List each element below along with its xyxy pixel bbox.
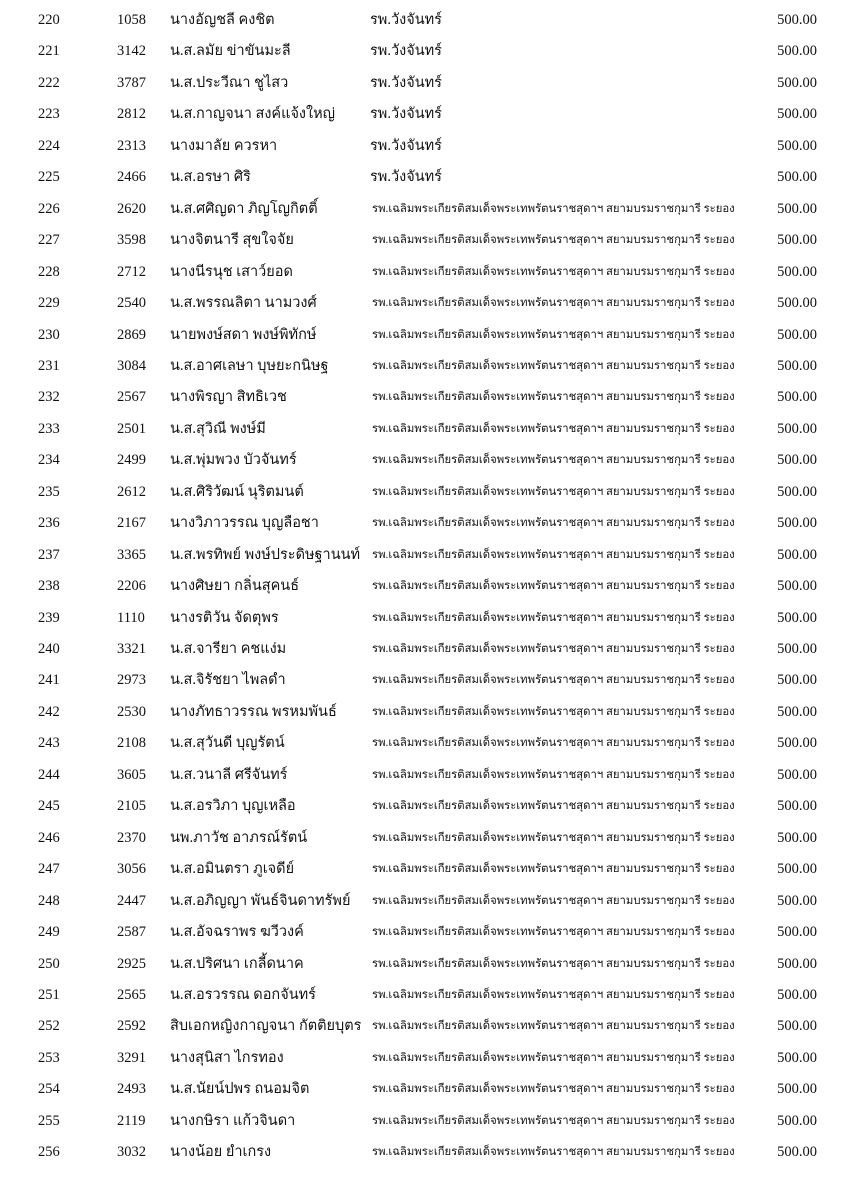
employee-code: 2587 [117,924,146,941]
person-name: น.ส.อภิญญา พันธ์จินดาทรัพย์ [170,892,351,909]
employee-code: 2712 [117,263,146,280]
row-number: 227 [38,232,60,249]
hospital-name: รพ.เฉลิมพระเกียรติสมเด็จพระเทพรัตนราชสุดาฯ สยามบรมราชกุมารี ระยอง [372,265,735,278]
row-number: 252 [38,1018,60,1035]
amount: 500.00 [777,74,817,91]
employee-code: 3321 [117,641,146,657]
table-row [0,634,849,665]
hospital-name: รพ.เฉลิมพระเกียรติสมเด็จพระเทพรัตนราชสุดาฯ สยามบรมราชกุมารี ระยอง [372,831,735,844]
amount: 500.00 [777,232,817,249]
person-name: น.ส.อรวิภา บุญเหลือ [170,798,296,815]
table-row [0,508,849,539]
hospital-name: รพ.วังจันทร์ [370,169,442,186]
row-number: 255 [38,1112,60,1129]
hospital-name: รพ.เฉลิมพระเกียรติสมเด็จพระเทพรัตนราชสุดาฯ สยามบรมราชกุมารี ระยอง [372,800,735,813]
amount: 500.00 [777,1081,817,1098]
row-number: 244 [38,766,60,783]
employee-code: 1110 [117,609,145,626]
person-name: น.ส.อรษา ศิริ [170,169,251,186]
hospital-name: รพ.เฉลิมพระเกียรติสมเด็จพระเทพรัตนราชสุดาฯ สยามบรมราชกุมารี ระยอง [372,957,735,970]
amount: 500.00 [777,1112,817,1129]
person-name: นางวิภาวรรณ บุญลือชา [170,515,319,532]
hospital-name: รพ.เฉลิมพระเกียรติสมเด็จพระเทพรัตนราชสุดาฯ สยามบรมราชกุมารี ระยอง [372,517,735,530]
hospital-name: รพ.วังจันทร์ [370,137,442,154]
amount: 500.00 [777,986,817,1003]
amount: 500.00 [777,200,817,217]
employee-code: 2925 [117,955,146,972]
person-name: นางสุนิสา ไกรทอง [170,1049,284,1066]
table-row [0,823,849,854]
amount: 500.00 [777,43,817,60]
table-row [0,949,849,980]
employee-code: 2540 [117,295,146,312]
employee-code: 2973 [117,672,146,689]
employee-code: 2501 [117,420,146,437]
person-name: น.ส.จิรัชยา ไพลดำ [170,672,286,689]
table-row [0,131,849,162]
person-name: นางมาลัย ควรหา [170,137,278,154]
person-name: นางภัทธาวรรณ พรหมพันธ์ [170,703,337,720]
amount: 500.00 [777,578,817,595]
row-number: 238 [38,578,60,595]
table-row [0,571,849,602]
row-number: 254 [38,1081,60,1098]
row-number: 241 [38,672,60,689]
employee-code: 2370 [117,829,146,846]
employee-code: 2592 [117,1018,146,1035]
amount: 500.00 [777,357,817,374]
hospital-name: รพ.วังจันทร์ [370,12,442,28]
person-name: น.ส.อรวรรณ ดอกจันทร์ [170,986,316,1003]
employee-code: 2167 [117,515,146,532]
employee-code: 2869 [117,326,146,343]
row-number: 247 [38,861,60,878]
row-number: 249 [38,924,60,941]
person-name: น.ส.ลมัย ข่าขันมะลี [170,43,291,60]
amount: 500.00 [777,1018,817,1035]
table-row [0,225,849,256]
table-row [0,665,849,696]
table-row [0,320,849,351]
person-name: น.ส.นัยน์ปพร ถนอมจิต [170,1081,310,1098]
person-name: นางนีรนุช เสาว์ยอด [170,263,293,280]
row-number: 222 [38,74,60,91]
hospital-name: รพ.เฉลิมพระเกียรติสมเด็จพระเทพรัตนราชสุดาฯ สยามบรมราชกุมารี ระยอง [372,1083,735,1096]
table-row [0,886,849,917]
employee-code: 2206 [117,578,146,595]
row-number: 248 [38,892,60,909]
person-name: น.ส.อัจฉราพร ฆวีวงค์ [170,924,304,941]
amount: 500.00 [777,420,817,437]
hospital-name: รพ.เฉลิมพระเกียรติสมเด็จพระเทพรัตนราชสุดาฯ สยามบรมราชกุมารี ระยอง [372,234,735,247]
table-row [0,697,849,728]
table-row [0,540,849,571]
amount: 500.00 [777,137,817,154]
amount: 500.00 [777,735,817,752]
amount: 500.00 [777,924,817,941]
amount: 500.00 [777,829,817,846]
row-number: 235 [38,483,60,500]
employee-code: 2620 [117,200,146,217]
table-row [0,288,849,319]
hospital-name: รพ.เฉลิมพระเกียรติสมเด็จพระเทพรัตนราชสุดาฯ สยามบรมราชกุมารี ระยอง [372,328,735,341]
person-name: นางกษิรา แก้วจินดา [170,1112,296,1129]
person-name: น.ส.ศศิญดา ภิญโญกิตติ์ [170,200,318,217]
table-row [0,791,849,822]
person-name: สิบเอกหญิงกาญจนา กัตติยบุตร [170,1018,362,1035]
table-row [0,414,849,445]
person-name: น.ส.สุวิณี พงษ์มี [170,420,266,437]
amount: 500.00 [777,861,817,878]
table-row [0,1011,849,1042]
hospital-name: รพ.เฉลิมพระเกียรติสมเด็จพระเทพรัตนราชสุดาฯ สยามบรมราชกุมารี ระยอง [372,422,735,435]
hospital-name: รพ.เฉลิมพระเกียรติสมเด็จพระเทพรัตนราชสุดาฯ สยามบรมราชกุมารี ระยอง [372,674,735,687]
amount: 500.00 [777,955,817,972]
amount: 500.00 [777,672,817,689]
hospital-name: รพ.เฉลิมพระเกียรติสมเด็จพระเทพรัตนราชสุดาฯ สยามบรมราชกุมารี ระยอง [372,926,735,939]
amount: 500.00 [777,546,817,563]
amount: 500.00 [777,12,817,28]
employee-code: 2105 [117,798,146,815]
hospital-name: รพ.วังจันทร์ [370,43,442,60]
amount: 500.00 [777,798,817,815]
table-row [0,382,849,413]
amount: 500.00 [777,389,817,406]
amount: 500.00 [777,766,817,783]
person-name: น.ส.สุวันดี บุญรัตน์ [170,735,285,752]
row-number: 226 [38,200,60,217]
employee-code: 3032 [117,1144,146,1161]
hospital-name: รพ.เฉลิมพระเกียรติสมเด็จพระเทพรัตนราชสุดาฯ สยามบรมราชกุมารี ระยอง [372,894,735,907]
employee-code: 3365 [117,546,146,563]
person-name: นางศิษยา กลิ่นสุคนธ์ [170,578,300,595]
row-number: 246 [38,829,60,846]
table-row [0,68,849,99]
row-number: 256 [38,1144,60,1161]
table-row [0,603,849,634]
employee-code: 3291 [117,1049,146,1066]
row-number: 224 [38,137,60,154]
employee-code: 2119 [117,1112,146,1129]
person-name: น.ส.จารียา คชแง่ม [170,641,287,657]
amount: 500.00 [777,295,817,312]
table-row [0,917,849,948]
employee-code: 3142 [117,43,146,60]
table-row [0,194,849,225]
employee-code: 3084 [117,357,146,374]
hospital-name: รพ.เฉลิมพระเกียรติสมเด็จพระเทพรัตนราชสุดาฯ สยามบรมราชกุมารี ระยอง [372,643,735,655]
row-number: 232 [38,389,60,406]
person-name: นางน้อย ยำเกรง [170,1144,272,1161]
person-name: นายพงษ์สดา พงษ์พิทักษ์ [170,326,317,343]
hospital-name: รพ.วังจันทร์ [370,106,442,123]
table-row [0,445,849,476]
row-number: 234 [38,452,60,469]
employee-code: 2108 [117,735,146,752]
person-name: น.ส.กาญจนา สงค์แจ้งใหญ่ [170,106,336,123]
row-number: 229 [38,295,60,312]
table-row [0,1137,849,1168]
hospital-name: รพ.เฉลิมพระเกียรติสมเด็จพระเทพรัตนราชสุดาฯ สยามบรมราชกุมารี ระยอง [372,988,735,1001]
amount: 500.00 [777,169,817,186]
table-row [0,351,849,382]
employee-code: 2567 [117,389,146,406]
row-number: 251 [38,986,60,1003]
row-number: 228 [38,263,60,280]
amount: 500.00 [777,263,817,280]
hospital-name: รพ.เฉลิมพระเกียรติสมเด็จพระเทพรัตนราชสุดาฯ สยามบรมราชกุมารี ระยอง [372,391,735,404]
table-row [0,99,849,130]
table-row [0,760,849,791]
amount: 500.00 [777,515,817,532]
row-number: 225 [38,169,60,186]
row-number: 253 [38,1049,60,1066]
row-number: 236 [38,515,60,532]
person-name: นพ.ภาวัช อาภรณ์รัตน์ [170,829,308,846]
hospital-name: รพ.เฉลิมพระเกียรติสมเด็จพระเทพรัตนราชสุดาฯ สยามบรมราชกุมารี ระยอง [372,202,735,215]
amount: 500.00 [777,1144,817,1161]
person-name: น.ส.อาศเลษา บุษยะกนิษฐ [170,357,329,374]
person-name: น.ส.พรรณลิตา นามวงศ์ [170,295,317,312]
row-number: 245 [38,798,60,815]
row-number: 239 [38,609,60,626]
person-name: นางอัญชลี คงชิต [170,12,275,28]
person-name: นางจิตนารี สุขใจจัย [170,232,294,249]
table-row [0,36,849,67]
person-name: น.ส.ประวีณา ชูไสว [170,74,289,91]
table-row [0,477,849,508]
table-row [0,1106,849,1137]
amount: 500.00 [777,452,817,469]
employee-code: 2612 [117,483,146,500]
person-name: น.ส.ปริศนา เกลี้ดนาค [170,955,304,972]
employee-code: 3605 [117,766,146,783]
employee-code: 2565 [117,986,146,1003]
employee-code: 2313 [117,137,146,154]
person-name: น.ส.อมินตรา ภูเจดีย์ [170,861,295,878]
amount: 500.00 [777,106,817,123]
row-number: 250 [38,955,60,972]
person-name: นางรติวัน จัดตุพร [170,609,279,626]
hospital-name: รพ.เฉลิมพระเกียรติสมเด็จพระเทพรัตนราชสุดาฯ สยามบรมราชกุมารี ระยอง [372,1051,735,1064]
employee-code: 2499 [117,452,146,469]
table-row [0,5,849,36]
hospital-name: รพ.เฉลิมพระเกียรติสมเด็จพระเทพรัตนราชสุดาฯ สยามบรมราชกุมารี ระยอง [372,611,735,624]
row-number: 223 [38,106,60,123]
hospital-name: รพ.วังจันทร์ [370,74,442,91]
amount: 500.00 [777,326,817,343]
row-number: 231 [38,357,60,374]
table-row [0,1074,849,1105]
table-row [0,1043,849,1074]
table-row [0,162,849,193]
amount: 500.00 [777,703,817,720]
table-row [0,854,849,885]
employee-code: 3598 [117,232,146,249]
employee-code: 3056 [117,861,146,878]
employee-code: 1058 [117,12,146,28]
hospital-name: รพ.เฉลิมพระเกียรติสมเด็จพระเทพรัตนราชสุดาฯ สยามบรมราชกุมารี ระยอง [372,1146,735,1159]
employee-code: 2466 [117,169,146,186]
employee-code: 2493 [117,1081,146,1098]
hospital-name: รพ.เฉลิมพระเกียรติสมเด็จพระเทพรัตนราชสุดาฯ สยามบรมราชกุมารี ระยอง [372,580,735,593]
amount: 500.00 [777,609,817,626]
row-number: 240 [38,641,60,657]
person-name: นางพิรญา สิทธิเวช [170,389,287,406]
employee-code: 3787 [117,74,146,91]
row-number: 233 [38,420,60,437]
amount: 500.00 [777,892,817,909]
hospital-name: รพ.เฉลิมพระเกียรติสมเด็จพระเทพรัตนราชสุดาฯ สยามบรมราชกุมารี ระยอง [372,1020,735,1033]
hospital-name: รพ.เฉลิมพระเกียรติสมเด็จพระเทพรัตนราชสุดาฯ สยามบรมราชกุมารี ระยอง [372,705,735,718]
table-row [0,728,849,759]
person-name: น.ส.พุ่มพวง บัวจันทร์ [170,452,297,469]
hospital-name: รพ.เฉลิมพระเกียรติสมเด็จพระเทพรัตนราชสุดาฯ สยามบรมราชกุมารี ระยอง [372,737,735,750]
hospital-name: รพ.เฉลิมพระเกียรติสมเด็จพระเทพรัตนราชสุดาฯ สยามบรมราชกุมารี ระยอง [372,485,735,498]
amount: 500.00 [777,641,817,657]
employee-code: 2530 [117,703,146,720]
table-row [0,257,849,288]
hospital-name: รพ.เฉลิมพระเกียรติสมเด็จพระเทพรัตนราชสุดาฯ สยามบรมราชกุมารี ระยอง [372,297,735,310]
person-name: น.ส.วนาลี ศรีจันทร์ [170,766,288,783]
row-number: 242 [38,703,60,720]
hospital-name: รพ.เฉลิมพระเกียรติสมเด็จพระเทพรัตนราชสุดาฯ สยามบรมราชกุมารี ระยอง [372,548,735,561]
hospital-name: รพ.เฉลิมพระเกียรติสมเด็จพระเทพรัตนราชสุดาฯ สยามบรมราชกุมารี ระยอง [372,1114,735,1127]
table-row [0,980,849,1011]
amount: 500.00 [777,1049,817,1066]
row-number: 221 [38,43,60,60]
row-number: 243 [38,735,60,752]
person-name: น.ส.พรทิพย์ พงษ์ประดิษฐานนท์ [170,546,361,563]
row-number: 237 [38,546,60,563]
person-name: น.ส.ศิริวัฒน์ นุริตมนต์ [170,483,304,500]
hospital-name: รพ.เฉลิมพระเกียรติสมเด็จพระเทพรัตนราชสุดาฯ สยามบรมราชกุมารี ระยอง [372,768,735,781]
employee-code: 2812 [117,106,146,123]
employee-code: 2447 [117,892,146,909]
hospital-name: รพ.เฉลิมพระเกียรติสมเด็จพระเทพรัตนราชสุดาฯ สยามบรมราชกุมารี ระยอง [372,359,735,372]
row-number: 230 [38,326,60,343]
row-number: 220 [38,12,60,28]
hospital-name: รพ.เฉลิมพระเกียรติสมเด็จพระเทพรัตนราชสุดาฯ สยามบรมราชกุมารี ระยอง [372,863,735,876]
hospital-name: รพ.เฉลิมพระเกียรติสมเด็จพระเทพรัตนราชสุดาฯ สยามบรมราชกุมารี ระยอง [372,454,735,467]
amount: 500.00 [777,483,817,500]
